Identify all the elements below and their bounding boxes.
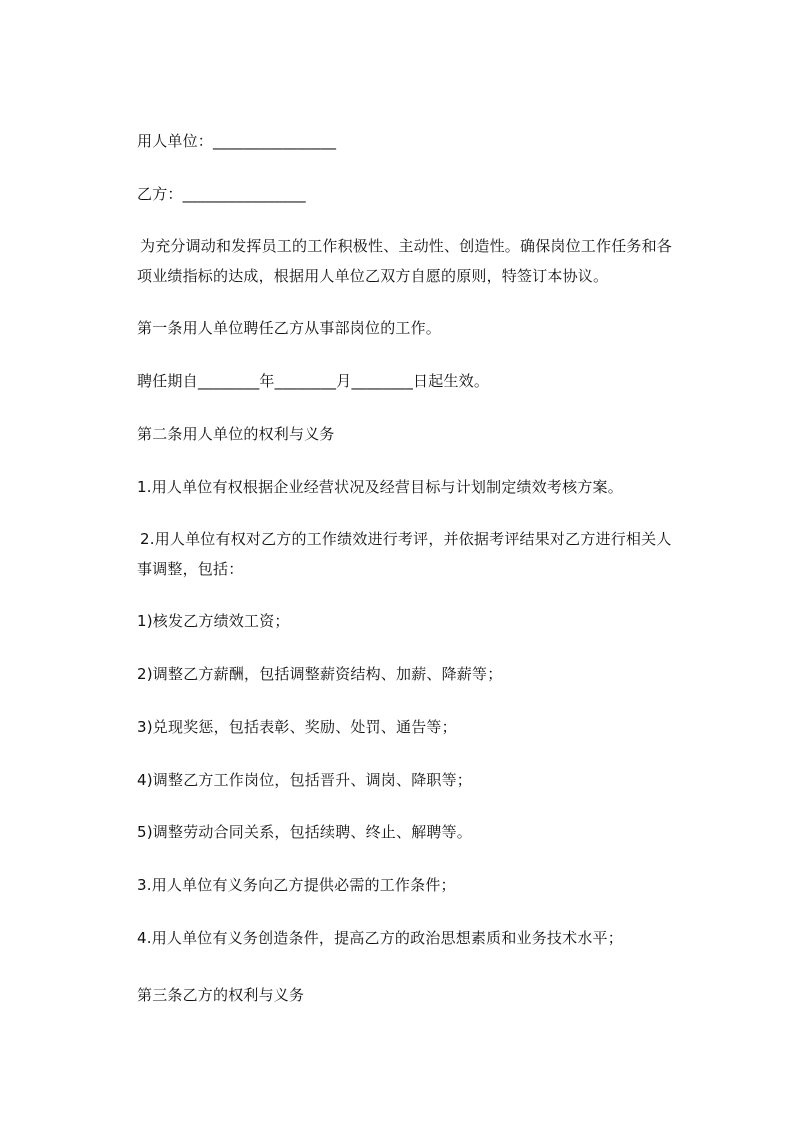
term-month-label: 月 (336, 372, 352, 390)
employer-blank: ________________ (213, 132, 337, 150)
item-4: 4.用人单位有义务创造条件，提高乙方的政治思想素质和业务技术水平； (137, 929, 623, 947)
employer-line (137, 131, 336, 151)
item-3: 3.用人单位有义务向乙方提供必需的工作条件； (137, 876, 456, 894)
sub-item: 4)调整乙方工作岗位，包括晋升、调岗、降职等； (137, 771, 472, 789)
intro-line-1: 为充分调动和发挥员工的工作积极性、主动性、创造性。确保岗位工作任务和各 (140, 237, 673, 255)
sub-item: 3)兑现奖惩，包括表彰、奖励、处罚、通告等； (137, 718, 457, 736)
party-b-label: 乙方： (137, 185, 183, 203)
article-3-title: 第三条乙方的权利与义务 (137, 986, 305, 1004)
article-1: 第一条用人单位聘任乙方从事部岗位的工作。 (137, 319, 442, 337)
term-month-blank: ________ (274, 372, 337, 390)
intro-line-2: 项业绩指标的达成，根据用人单位乙双方自愿的原则，特签订本协议。 (137, 267, 609, 285)
sub-item: 5)调整劳动合同关系，包括续聘、终止、解聘等。 (137, 823, 472, 841)
term-prefix: 聘任期自 (137, 372, 198, 390)
term-line (137, 371, 489, 391)
term-year-label: 年 (259, 372, 275, 390)
term-suffix: 日起生效。 (413, 372, 490, 390)
party-b-line (137, 184, 306, 204)
item-2-line-1: 2.用人单位有权对乙方的工作绩效进行考评，并依据考评结果对乙方进行相关人 (140, 530, 672, 548)
term-year-blank: ________ (197, 372, 260, 390)
term-day-blank: ________ (351, 372, 414, 390)
employer-label: 用人单位： (137, 132, 214, 150)
article-2-title: 第二条用人单位的权利与义务 (137, 425, 335, 443)
item-2-line-2: 事调整，包括： (137, 560, 244, 578)
sub-item: 2)调整乙方薪酬，包括调整薪资结构、加薪、降薪等； (137, 665, 503, 683)
item-1: 1.用人单位有权根据企业经营状况及经营目标与计划制定绩效考核方案。 (137, 478, 623, 496)
party-b-blank: ________________ (182, 185, 306, 203)
sub-item: 1)核发乙方绩效工资； (137, 612, 290, 630)
